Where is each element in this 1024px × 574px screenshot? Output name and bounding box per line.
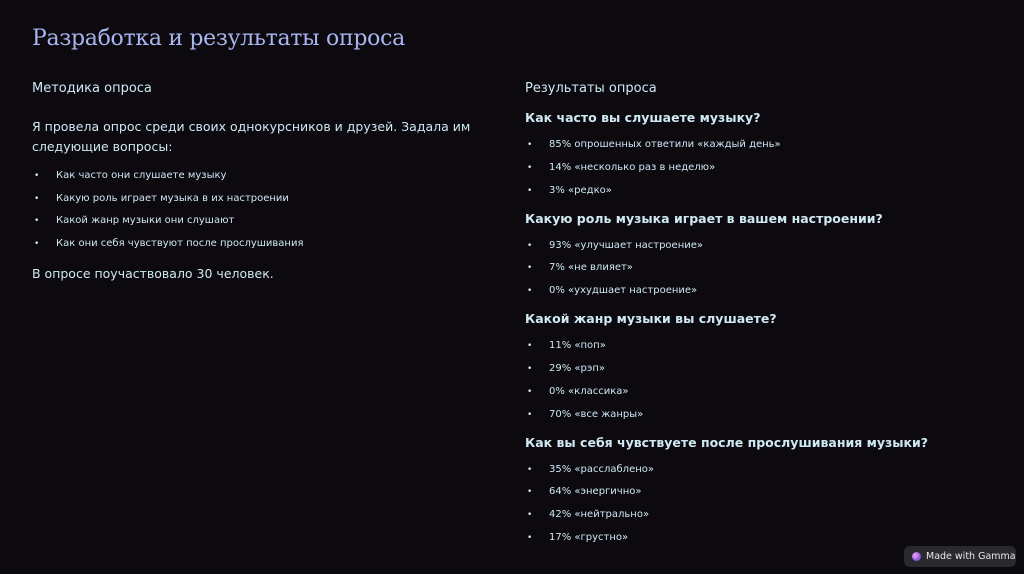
list-item bbox=[525, 485, 995, 499]
results-heading: Результаты опроса bbox=[525, 81, 657, 96]
gamma-logo-icon bbox=[912, 552, 921, 561]
list-item bbox=[525, 508, 995, 522]
list-item bbox=[32, 192, 492, 206]
list-item bbox=[32, 169, 492, 183]
bullet-icon: • bbox=[527, 386, 533, 397]
methodology-column bbox=[32, 80, 492, 283]
list-item bbox=[525, 531, 995, 545]
bullet-icon: • bbox=[527, 510, 533, 521]
list-item-text: 11% «поп» bbox=[549, 340, 606, 352]
methodology-question-list bbox=[32, 169, 492, 251]
list-item-text: Какую роль играет музыка в их настроении bbox=[56, 192, 289, 204]
list-item bbox=[525, 362, 995, 376]
list-item bbox=[525, 339, 995, 353]
results-answer-list bbox=[525, 339, 995, 421]
bullet-icon: • bbox=[527, 140, 533, 150]
made-with-gamma-badge[interactable] bbox=[904, 546, 1016, 567]
list-item-text: 3% «редко» bbox=[549, 184, 612, 196]
methodology-intro: Я провела опрос среди своих однокурсников и друзей. Задала им следующие вопросы: bbox=[32, 119, 471, 154]
list-item-text: 85% опрошенных ответили «каждый день» bbox=[549, 139, 781, 150]
results-answer-list bbox=[525, 239, 995, 299]
bullet-icon: • bbox=[34, 193, 40, 204]
list-item-text: Какой жанр музыки они слушают bbox=[56, 215, 235, 226]
results-question: Как вы себя чувствуете после прослушивания музыки? bbox=[525, 434, 929, 450]
list-item-text: 0% «классика» bbox=[549, 385, 629, 397]
bullet-icon: • bbox=[527, 240, 533, 251]
list-item-text: 64% «энергично» bbox=[549, 486, 642, 498]
bullet-icon: • bbox=[34, 171, 40, 181]
list-item bbox=[525, 138, 995, 152]
badge-label: Made with Gamma bbox=[926, 551, 1016, 562]
list-item bbox=[525, 408, 995, 422]
methodology-heading: Методика опроса bbox=[32, 81, 152, 96]
list-item bbox=[525, 184, 995, 198]
results-answer-list bbox=[525, 138, 995, 198]
list-item-text: 29% «рэп» bbox=[549, 362, 606, 374]
list-item-text: 93% «улучшает настроение» bbox=[549, 239, 704, 251]
page-title: Разработка и результаты опроса bbox=[32, 26, 405, 51]
list-item-text: 70% «все жанры» bbox=[549, 408, 644, 420]
bullet-icon: • bbox=[527, 532, 533, 543]
list-item-text: 42% «нейтрально» bbox=[549, 509, 650, 521]
list-item-text: 0% «ухудшает настроение» bbox=[549, 285, 698, 297]
results-section-frequency bbox=[525, 109, 995, 198]
results-section-mood bbox=[525, 210, 995, 299]
list-item bbox=[525, 463, 995, 477]
list-item bbox=[525, 385, 995, 399]
bullet-icon: • bbox=[527, 162, 533, 173]
results-question: Какую роль музыка играет в вашем настроении? bbox=[525, 210, 883, 226]
bullet-icon: • bbox=[34, 238, 40, 249]
bullet-icon: • bbox=[527, 286, 533, 297]
results-section-feeling bbox=[525, 434, 995, 545]
participants-text: В опросе поучаствовало 30 человек. bbox=[32, 265, 274, 281]
bullet-icon: • bbox=[527, 363, 533, 374]
results-section-genre bbox=[525, 310, 995, 421]
results-question: Какой жанр музыки вы слушаете? bbox=[525, 311, 777, 327]
bullet-icon: • bbox=[527, 185, 533, 196]
list-item bbox=[32, 237, 492, 251]
list-item-text: 35% «расслаблено» bbox=[549, 463, 654, 475]
bullet-icon: • bbox=[527, 464, 533, 475]
list-item bbox=[525, 284, 995, 298]
results-column bbox=[525, 80, 995, 554]
bullet-icon: • bbox=[34, 216, 40, 226]
bullet-icon: • bbox=[527, 341, 533, 352]
bullet-icon: • bbox=[527, 409, 533, 420]
bullet-icon: • bbox=[527, 487, 533, 498]
list-item-text: 7% «не влияет» bbox=[549, 262, 633, 274]
list-item bbox=[32, 214, 492, 228]
list-item-text: 14% «несколько раз в неделю» bbox=[549, 161, 716, 173]
results-answer-list bbox=[525, 463, 995, 545]
list-item-text: Как часто они слушаете музыку bbox=[56, 170, 227, 181]
results-question: Как часто вы слушаете музыку? bbox=[525, 110, 761, 125]
list-item bbox=[525, 261, 995, 275]
list-item-text: Как они себя чувствуют после прослушивания bbox=[56, 237, 304, 249]
list-item bbox=[525, 239, 995, 253]
list-item-text: 17% «грустно» bbox=[549, 531, 629, 543]
bullet-icon: • bbox=[527, 263, 533, 274]
list-item bbox=[525, 161, 995, 175]
